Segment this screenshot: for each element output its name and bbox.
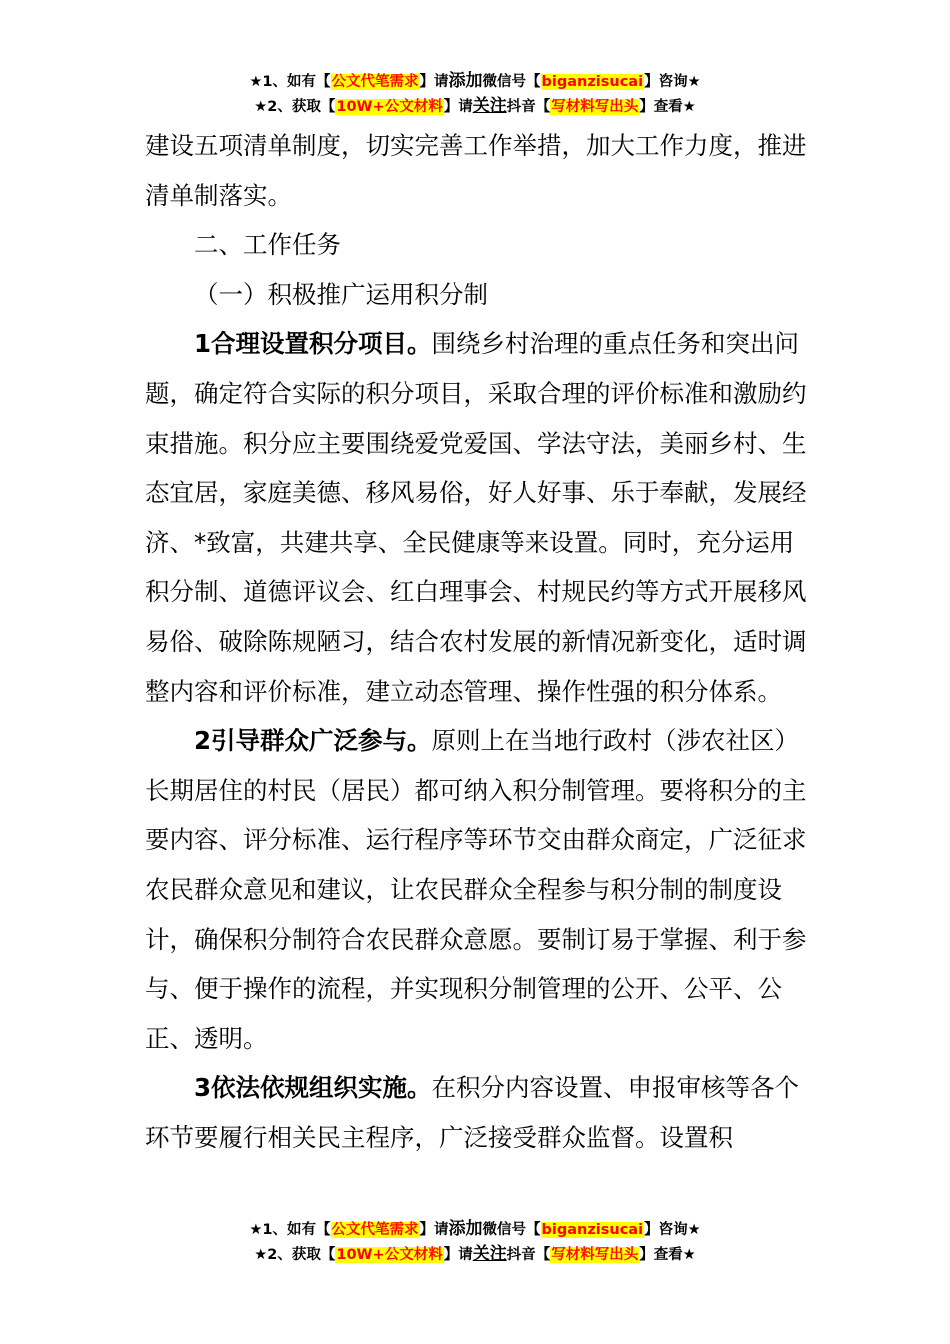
banner-line-2: ★2、获取【10W+公文材料】请关注抖音【写材料写出头】查看★ bbox=[254, 1244, 696, 1264]
item-title: 1合理设置积分项目。 bbox=[194, 329, 432, 359]
item-title: 2引导群众广泛参与。 bbox=[194, 726, 432, 756]
header-banner bbox=[0, 69, 950, 119]
banner-highlight: 公文代笔需求 bbox=[331, 1222, 419, 1238]
banner-highlight: biganzisucai bbox=[541, 74, 644, 90]
banner-line-2: ★2、获取【10W+公文材料】请关注抖音【写材料写出头】查看★ bbox=[254, 96, 696, 116]
item-paragraph-3 bbox=[145, 1063, 815, 1162]
footer-banner bbox=[0, 1217, 950, 1267]
intro-paragraph: 建设五项清单制度，切实完善工作举措，加大工作力度，推进清单制落实。 bbox=[145, 131, 807, 210]
item-text: 原则上在当地行政村（涉农社区）长期居住的村民（居民）都可纳入积分制管理。要将积分的主要内容、评分标准、运行程序等环节交由群众商定，广泛征求农民群众意见和建议，让农民群众全程参与积分制的制度设计，确保积分制符合农民群众意愿。要制订易于掌握、利于参与、便于操作的流程，并实现积分制管理的公开、公平、公正、透明。 bbox=[145, 726, 807, 1053]
banner-highlight: 写材料写出头 bbox=[551, 1247, 639, 1263]
banner-line-1: ★1、如有【公文代笔需求】请添加微信号【biganzisucai】咨询★ bbox=[249, 1219, 701, 1239]
banner-highlight: 10W+公文材料 bbox=[336, 99, 443, 115]
banner-highlight: 公文代笔需求 bbox=[331, 74, 419, 90]
banner-highlight: biganzisucai bbox=[541, 1222, 644, 1238]
item-text: 在积分内容设置、申报审核等各个环节要履行相关民主程序，广泛接受群众监督。设置积 bbox=[145, 1073, 800, 1152]
banner-highlight: 10W+公文材料 bbox=[336, 1247, 443, 1263]
banner-line-1: ★1、如有【公文代笔需求】请添加微信号【biganzisucai】咨询★ bbox=[249, 71, 701, 91]
subsection-heading: （一）积极推广运用积分制 bbox=[194, 279, 488, 309]
item-text: 围绕乡村治理的重点任务和突出问题，确定符合实际的积分项目，采取合理的评价标准和激励约束措施。积分应主要围绕爱党爱国、学法守法，美丽乡村、生态宜居，家庭美德、移风易俗，好人好事、乐于奉献，发展经济、*致富，共建共享、全民健康等来设置。同时，充分运用积分制、道德评议会、红白理事会、村规民约等方式开展移风易俗、破除陈规陋习，结合农村发展的新情况新变化，适时调整内容和评价标准，建立动态管理、操作性强的积分体系。 bbox=[145, 329, 807, 706]
section-heading: 二、工作任务 bbox=[194, 230, 341, 260]
item-title: 3依法依规组织实施。 bbox=[194, 1073, 432, 1103]
document-body bbox=[145, 121, 815, 1162]
banner-highlight: 写材料写出头 bbox=[551, 99, 639, 115]
item-paragraph-1 bbox=[145, 319, 815, 716]
item-paragraph-2 bbox=[145, 716, 815, 1063]
